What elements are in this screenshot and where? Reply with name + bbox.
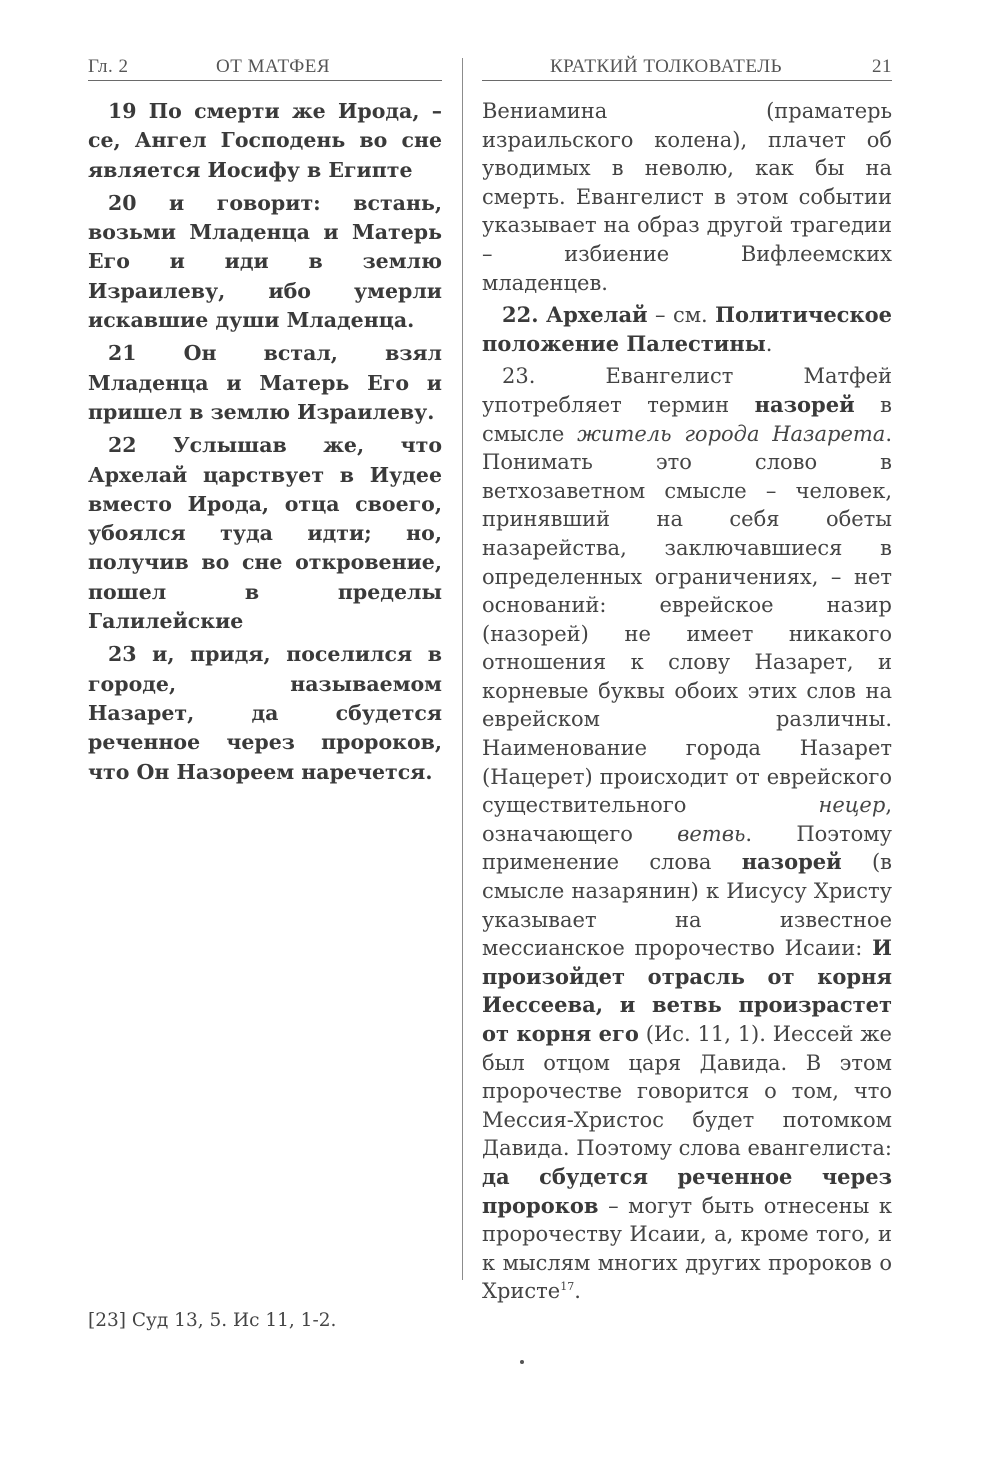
term-nazorei-2: назорей [741,849,842,875]
commentary-paragraph-22: 22. Архелай – см. Политическое положение Палестины. [482,302,892,356]
verse-22: 22 Услышав же, что Архелай царствует в Иудее вместо Ирода, отца своего, убоялся туда идти; но, получив во сне откровение, пошел в пределы Галилейские [88,433,442,634]
column-divider [462,58,463,1280]
cross-reference: Политическое положение Палестины [482,302,892,356]
italic-branch: ветвь [677,821,746,846]
commentary-column [482,97,892,1310]
cross-reference-footnote: [23] Суд 13, 5. Ис 11, 1-2. [88,1310,337,1331]
commentary-title: КРАТКИЙ ТОЛКОВАТЕЛЬ [550,56,783,77]
commentary-paragraph-continuation: Вениамина (праматерь израильского колена), плачет об уводимых в неволю, как бы на смерть. Евангелист в этом событии указывает на образ другой трагедии – избиение Вифлеемских младенцев. [482,99,892,295]
print-speck [520,1360,524,1364]
term-nazorei: назорей [754,391,855,417]
verse-21: 21 Он встал, взял Младенца и Матерь Его и пришел в землю Израилеву. [88,341,442,424]
running-header-left [88,54,442,81]
verse-23: 23 и, придя, поселился в городе, называемом Назарет, да сбудется реченное через пророков, что Он Назореем наречется. [88,642,442,784]
italic-phrase: житель города Назарета [577,421,886,446]
page-number: 21 [872,56,892,77]
verse-19: 19 По смерти же Ирода, – се, Ангел Господень во сне является Иосифу в Египте [88,99,442,182]
chapter-label: Гл. 2 [88,56,129,77]
italic-netser: нецер [818,793,886,818]
term-archelaus: Архелай [545,302,648,328]
gospel-quote: да сбудется реченное через пророков [482,1163,892,1218]
footnote-marker: 17 [560,1280,575,1294]
isaiah-quote: И произойдет отрасль от корня Иессеева, и ветвь произрастет от корня его [482,935,892,1046]
gospel-title: ОТ МАТФЕЯ [216,56,331,77]
commentary-number-22: 22. [502,302,539,328]
running-header-right [482,54,892,81]
verse-20: 20 и говорит: встань, возьми Младенца и Матерь Его и иди в землю Израилеву, ибо умерли искавшие души Младенца. [88,190,442,333]
commentary-number-23: 23. [502,364,536,389]
scripture-column [88,97,442,791]
commentary-paragraph-23: 23. Евангелист Матфей употребляет термин назорей в смысле житель города Назарета. Понимать это слово в ветхозаветном смысле – человек, принявший на себя обеты назарейства, заключавшиеся в определенных ограничениях, – нет оснований: еврейское назир (назорей) не имеет никакого отношения к слову Назарет, и корневые буквы обоих этих слов на еврейском различны. Наименование города Назарет (Нацерет) происходит от еврейского существительного нецер, означающего ветвь. Поэтому применение слова назорей (в смысле назарянин) к Иисусу Христу указывает на известное мессианское пророчество Исаии: И произойдет отрасль от корня Иессеева, и ветвь произрастет от корня его (Ис. 11, 1). Иессей же был отцом царя Давида. В этом пророчестве говорится о том, что Мессия-Христос будет потомком Давида. Поэтому слова евангелиста: да сбудется реченное через пророков – могут быть отнесены к пророчеству Исаии, а, кроме того, и к мыслям многих других пророков о Христе$^{17}$. [482,364,893,1304]
